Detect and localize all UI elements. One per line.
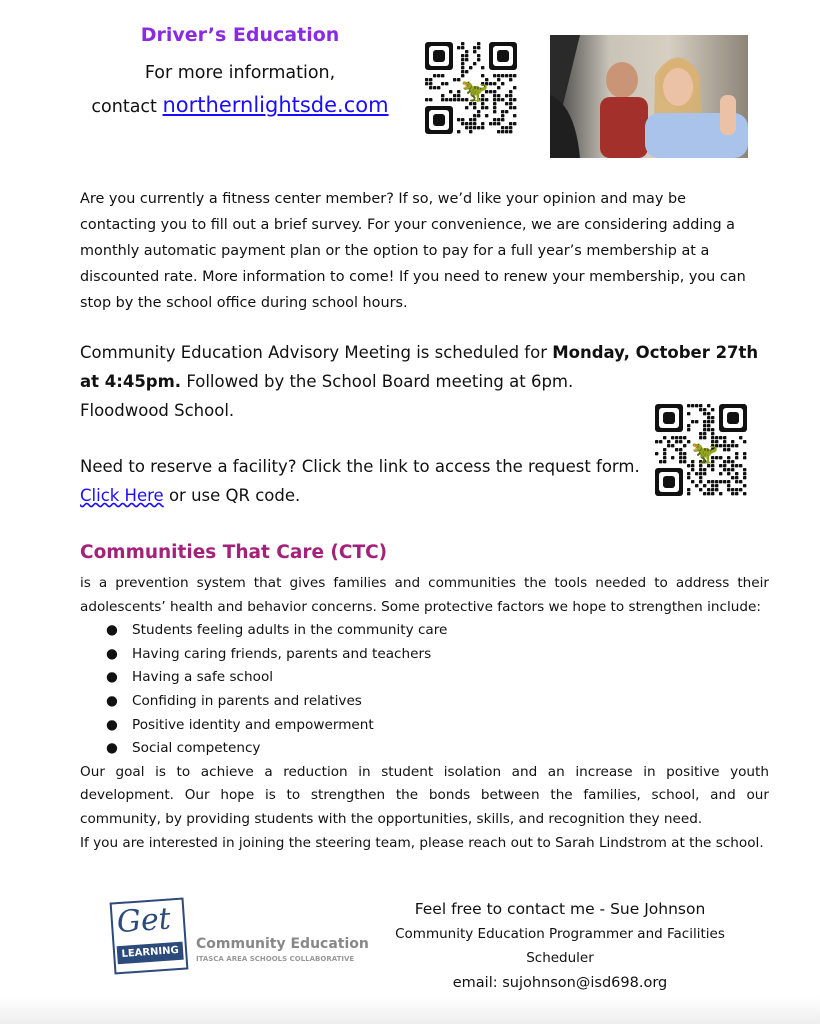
qr-code-facility <box>655 404 747 496</box>
facility-paragraph <box>80 452 640 510</box>
ctc-section <box>80 572 769 855</box>
list-item: ● Students feeling adults in the community care <box>106 622 448 639</box>
driving-student-photo <box>550 35 748 158</box>
fitness-paragraph: Are you currently a fitness center member? If so, we’d like your opinion and may be contacting you to fill out a brief survey. For your convenience, we are considering adding a monthly automatic payment plan or the option to pay for a full year’s membership at a discounted rate. More information to come! If you need to renew your membership, you can stop by the school office during school hours. <box>80 191 746 311</box>
drivers-ed-link[interactable]: northernlightsde.com <box>162 93 389 117</box>
footer-email: email: sujohnson@isd698.org <box>452 975 668 991</box>
photo-illustration <box>550 35 748 158</box>
get-learning-logo <box>112 900 369 972</box>
footer-contact: Feel free to contact me - Sue Johnson <box>414 900 706 918</box>
meeting-prefix: Community Education Advisory Meeting is scheduled for <box>80 343 553 362</box>
logo-name: Community Education <box>196 936 369 952</box>
drivers-ed-title: Driver’s Education <box>140 24 340 46</box>
facility-request-link[interactable]: Click Here <box>80 486 164 505</box>
list-item: ● Social competency <box>106 740 261 757</box>
drivers-ed-line1: For more information, <box>144 63 336 83</box>
logo-learning: LEARNING <box>117 942 184 965</box>
drivers-ed-info <box>80 57 400 123</box>
ctc-join: If you are interested in joining the steering team, please reach out to Sarah Lindstrom at the school. <box>80 834 764 851</box>
ctc-intro: is a prevention system that gives families and communities the tools needed to address their adolescents’ health and behavior concerns. Some protective factors we hope to strengthen include: <box>80 575 769 615</box>
meeting-location: Floodwood School. <box>80 401 235 420</box>
list-item: ● Having caring friends, parents and teachers <box>106 645 432 662</box>
meeting-date: Monday, October 27th at 4:45pm. <box>80 343 759 391</box>
facility-prefix: Need to reserve a facility? Click the link to access the request form. <box>80 457 640 476</box>
ctc-goal: Our goal is to achieve a reduction in student isolation and an increase in positive youth development. Our hope is to strengthen the bonds between the families, school, and our community, by providing students with the opportunities, skills, and recognition they need. <box>80 763 769 827</box>
facility-suffix: or use QR code. <box>163 486 301 505</box>
page-bottom-shade <box>0 996 820 1024</box>
contact-footer <box>360 896 760 996</box>
qr-code-drivers-ed <box>425 42 517 134</box>
list-item: ● Confiding in parents and relatives <box>106 692 362 709</box>
footer-role: Community Education Programmer and Facilities Scheduler <box>395 926 725 966</box>
list-item: ● Positive identity and empowerment <box>106 716 374 733</box>
meeting-suffix: Followed by the School Board meeting at 6pm. <box>181 372 574 391</box>
ctc-heading: Communities That Care (CTC) <box>80 542 388 563</box>
logo-get: Get <box>115 901 172 941</box>
protective-factors-list <box>80 619 769 761</box>
contact-prefix: contact <box>91 97 163 117</box>
svg-text:🦖: 🦖 <box>461 79 489 104</box>
list-item: ● Having a safe school <box>106 669 274 686</box>
svg-text:🦖: 🦖 <box>691 441 719 466</box>
logo-subtitle: ITASCA AREA SCHOOLS COLLABORATIVE <box>196 955 355 963</box>
